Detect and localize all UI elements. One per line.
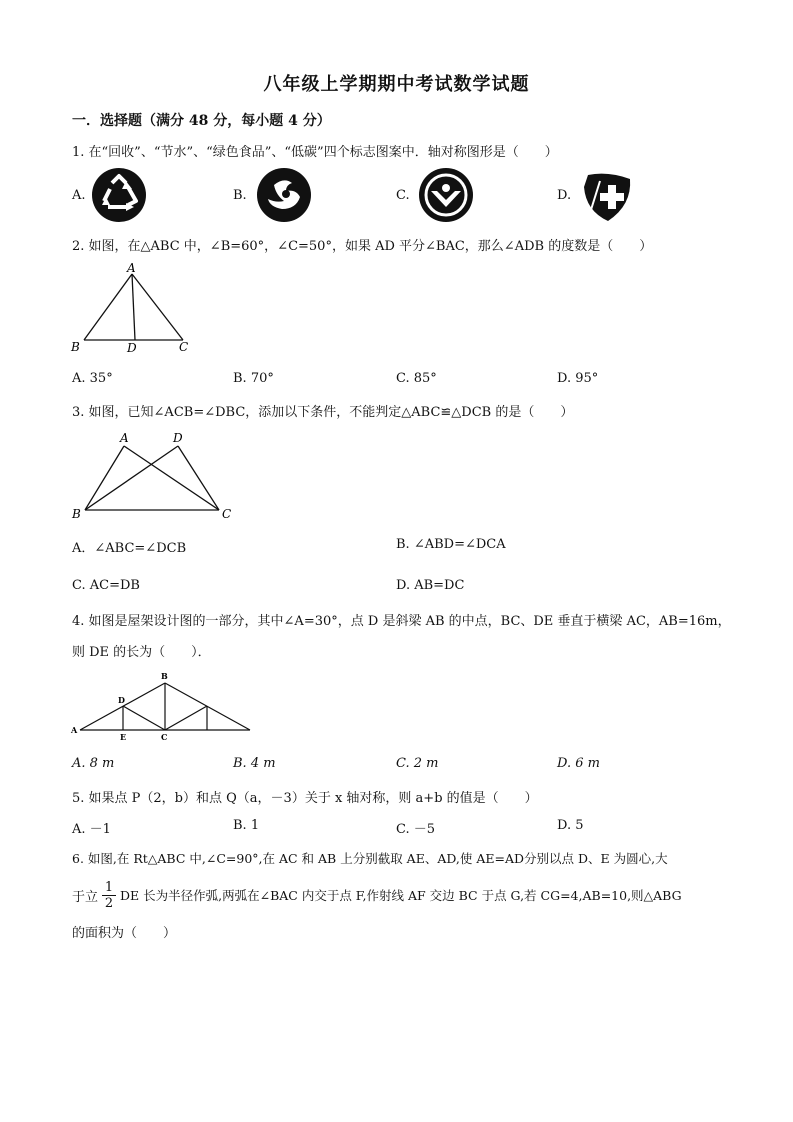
q5-option-c: C. －5 [396,822,436,837]
q6-fraction-numerator: 1 [102,880,116,896]
q4-label-d: D [118,695,125,705]
q6-line2: DE 长为半径作弧,两弧在∠BAC 内交于点 F,作射线 AF 交边 BC 于点 G,若 CG=4,AB=10,则△ABG [120,888,682,903]
section-heading: 一．选择题（满分 48 分，每小题 4 分） [72,113,331,129]
q2-label-b: B [71,340,80,354]
q3-label-d: D [173,431,183,445]
q4-label-e: E [120,732,127,742]
q3-label-c: C [222,507,232,521]
q3-stem: 3. 如图，已知∠ACB=∠DBC，添加以下条件，不能判定△ABC≌△DCB 的是（ ） [72,405,574,420]
q3-option-d: D. AB=DC [396,578,465,593]
q6-fraction-denominator: 2 [104,896,114,911]
q4-label-c: C [161,732,168,742]
q4-option-c: C. 2 m [396,756,439,771]
q5-stem: 5. 如果点 P（2，b）和点 Q（a，－3）关于 x 轴对称，则 a+b 的值是（ ） [72,791,538,806]
page-title: 八年级上学期期中考试数学试题 [263,74,530,95]
water-saving-icon [256,167,312,223]
q3-label-b: B [72,507,81,521]
q5-option-a: A. －1 [72,822,111,837]
q3-label-a: A [120,431,129,445]
q2-option-c: C. 85° [396,371,437,386]
q3-option-b: B. ∠ABD=∠DCA [396,537,506,552]
q4-label-b: B [161,671,168,681]
q5-option-b: B. 1 [233,818,260,833]
recycle-icon [90,167,148,223]
q2-label-a: A [127,261,136,275]
q6-line1: 6. 如图,在 Rt△ABC 中,∠C=90°,在 AC 和 AB 上分别截取 AE、AD,使 AE=AD分别以点 D、E 为圆心,大 [72,851,668,866]
q5-option-d: D. 5 [557,818,584,833]
q6-line3: 的面积为（ ） [72,926,177,941]
q2-option-a: A. 35° [72,371,113,386]
q2-triangle-figure [66,258,196,358]
q1-option-b: B. [233,188,247,203]
q2-label-d: D [127,341,137,355]
q6-line2-prefix: 于立 [72,890,99,905]
q4-option-d: D. 6 m [557,756,600,771]
q4-stem-line1: 4. 如图是屋架设计图的一部分，其中∠A=30°，点 D 是斜梁 AB 的中点，BC、DE 垂直于横梁 AC，AB=16m， [72,614,731,629]
q1-option-d: D. [557,188,572,203]
q4-stem-line2: 则 DE 的长为（ ）． [72,645,211,660]
q4-option-b: B. 4 m [233,756,276,771]
q1-stem: 1. 在“回收”、“节水”、“绿色食品”、“低碳”四个标志图案中．轴对称图形是（ ） [72,145,558,160]
q3-triangles-figure [66,426,246,526]
q2-option-b: B. 70° [233,371,274,386]
q4-truss-figure [68,668,258,744]
q3-option-a: A．∠ABC=∠DCB [72,541,187,556]
q1-option-a: A. [72,188,86,203]
q1-option-c: C. [396,188,410,203]
green-food-icon [417,167,475,223]
q2-label-c: C [179,340,189,354]
q2-stem: 2. 如图，在△ABC 中，∠B=60°，∠C=50°，如果 AD 平分∠BAC，那么∠ADB 的度数是（ ） [72,239,653,254]
q3-option-c: C. AC=DB [72,578,140,593]
q6-fraction [102,880,116,911]
q4-label-a: A [71,725,78,735]
q2-option-d: D. 95° [557,371,599,386]
low-carbon-icon [578,167,636,223]
q4-option-a: A. 8 m [72,756,115,771]
